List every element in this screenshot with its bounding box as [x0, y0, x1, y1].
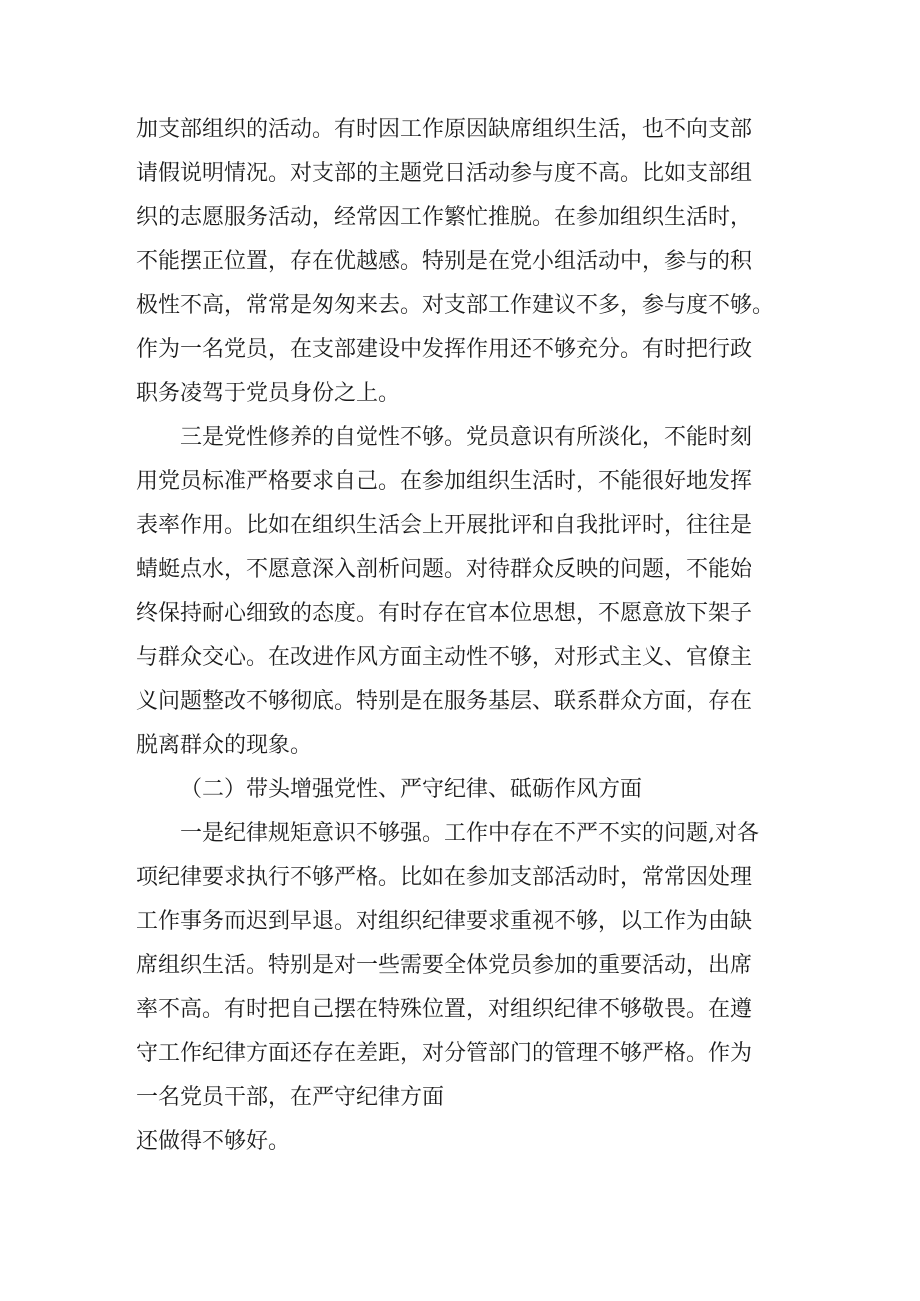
- paragraph-line: 守工作纪律方面还存在差距，对分管部门的管理不够严格。作为: [136, 1041, 753, 1066]
- paragraph-line: 工作事务而迟到早退。对组织纪律要求重视不够，以工作为由缺: [136, 909, 753, 934]
- paragraph-line: 还做得不够好。: [136, 1129, 291, 1154]
- paragraph-line: 不能摆正位置，存在优越感。特别是在党小组活动中，参与的积: [136, 249, 753, 274]
- paragraph-line: 职务凌驾于党员身份之上。: [136, 381, 401, 406]
- paragraph-line: 加支部组织的活动。有时因工作原因缺席组织生活，也不向支部: [136, 117, 753, 142]
- paragraph-line: 与群众交心。在改进作风方面主动性不够，对形式主义、官僚主: [136, 645, 753, 670]
- paragraph-line: 项纪律要求执行不够严格。比如在参加支部活动时，常常因处理: [136, 865, 753, 890]
- paragraph-line: 蜻蜓点水，不愿意深入剖析问题。对待群众反映的问题，不能始: [136, 557, 753, 582]
- paragraph-line: 极性不高，常常是匆匆来去。对支部工作建议不多，参与度不够。: [136, 293, 775, 318]
- paragraph-line: 义问题整改不够彻底。特别是在服务基层、联系群众方面，存在: [136, 689, 753, 714]
- paragraph-line: 织的志愿服务活动，经常因工作繁忙推脱。在参加组织生活时，: [136, 205, 753, 230]
- paragraph-first-line: 三是党性修养的自觉性不够。党员意识有所淡化，不能时刻: [180, 425, 753, 450]
- paragraph-line: 一名党员干部，在严守纪律方面: [136, 1085, 445, 1110]
- paragraph-line: 请假说明情况。对支部的主题党日活动参与度不高。比如支部组: [136, 161, 753, 186]
- paragraph-line: 脱离群众的现象。: [136, 733, 313, 758]
- paragraph-line: 席组织生活。特别是对一些需要全体党员参加的重要活动，出席: [136, 953, 753, 978]
- paragraph-line: 终保持耐心细致的态度。有时存在官本位思想，不愿意放下架子: [136, 601, 753, 626]
- paragraph-line: 作为一名党员，在支部建设中发挥作用还不够充分。有时把行政: [136, 337, 753, 362]
- paragraph-first-line: 一是纪律规矩意识不够强。工作中存在不严不实的问题,对各: [180, 821, 759, 846]
- paragraph-line: 用党员标准严格要求自己。在参加组织生活时，不能很好地发挥: [136, 469, 753, 494]
- paragraph-line: 表率作用。比如在组织生活会上开展批评和自我批评时，往往是: [136, 513, 753, 538]
- paragraph-line: 率不高。有时把自己摆在特殊位置，对组织纪律不够敬畏。在遵: [136, 997, 753, 1022]
- section-heading: （二）带头增强党性、严守纪律、砥砺作风方面: [180, 777, 643, 802]
